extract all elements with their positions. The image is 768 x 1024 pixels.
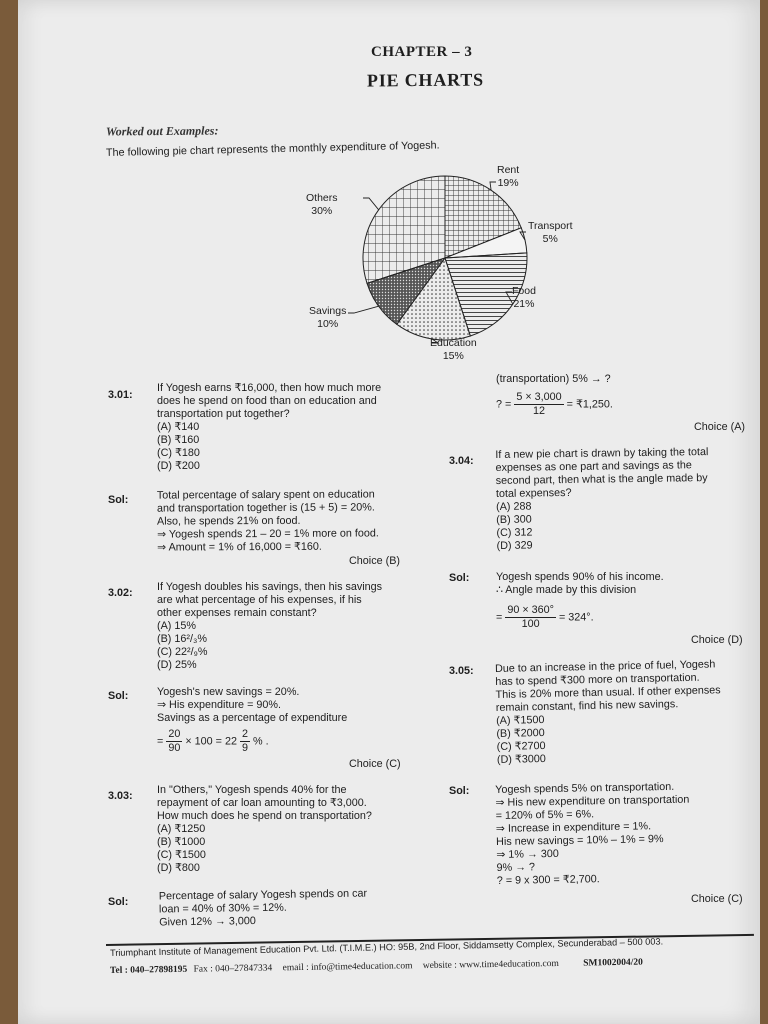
footer-fax: Fax : 040–27847334: [193, 963, 273, 975]
pie-slices: [363, 176, 527, 340]
footer-email: email : info@time4education.com: [282, 961, 413, 974]
equation-304: = $\frac{90 \times 360^\circ}{100}$ = 324°.: [496, 604, 594, 630]
question-304: If a new pie chart is drawn by taking the total expenses as one part and savings as the second part, then what is the angle made by total expenses? (A) 288 (B) 300 (C) 312 (D) 329: [495, 446, 709, 552]
footer-website: website : www.time4education.com: [422, 958, 559, 972]
question-302: If Yogesh doubles his savings, then his savings are what percentage of his expenses, if his other expenses remain constant? (A) 15% (B) 16²/₃% (C) 22²/₉% (D) 25%: [157, 581, 383, 671]
choice-302: Choice (C): [349, 758, 401, 770]
solution-label-302: Sol:: [108, 690, 129, 702]
slice-label-transport: Transport 5%: [528, 220, 573, 245]
solution-label-305: Sol:: [449, 785, 470, 797]
choice-304: Choice (D): [691, 634, 743, 646]
solution-302: Yogesh's new savings = 20%. ⇒ His expenditure = 90%. Savings as a percentage of expenditure: [157, 686, 348, 724]
slice-label-education: Education 15%: [430, 337, 477, 362]
solution-label-301: Sol:: [108, 494, 129, 506]
solution-label-304: Sol:: [449, 572, 470, 584]
question-number-303: 3.03:: [108, 790, 133, 802]
footer-address: Triumphant Institute of Management Education Pvt. Ltd. (T.I.M.E.) HO: 95B, 2nd Floor, Siddamsetty Complex, Secunderabad – 500 003.: [109, 936, 664, 958]
slice-label-food: Food 21%: [512, 285, 536, 310]
solution-label-303: Sol:: [108, 896, 129, 908]
question-number-305: 3.05:: [449, 665, 474, 677]
question-301: If Yogesh earns ₹16,000, then how much more does he spend on food than on education and transportation put together? (A) ₹140 (B) ₹160 (C) ₹180 (D) ₹200: [157, 382, 382, 472]
slice-label-rent: Rent 19%: [497, 164, 520, 189]
question-303: In "Others," Yogesh spends 40% for the repayment of car loan amounting to ₹3,000. How much does he spend on transportation? (A) ₹1250 (B) ₹1000 (C) ₹1500 (D) ₹800: [157, 784, 372, 874]
footer-tel: Tel : 040–27898195: [109, 964, 188, 976]
choice-301: Choice (B): [349, 555, 401, 567]
worked-examples-label: Worked out Examples:: [105, 123, 219, 139]
intro-text: The following pie chart represents the monthly expenditure of Yogesh.: [105, 139, 440, 159]
question-number-304: 3.04:: [449, 455, 474, 467]
document-page: [18, 0, 760, 1024]
leader-line-others: [363, 198, 379, 210]
leader-line-savings: [348, 306, 379, 313]
question-305: Due to an increase in the price of fuel, Yogesh has to spend ₹300 more on transportation. This is 20% more than usual. If other expenses remain constant, find his new savings. (A) ₹1500 (B) ₹2000 (C) ₹2700 (D) ₹3000: [494, 658, 721, 766]
solution-301: Total percentage of salary spent on education and transportation together is (15 + 5) = 20%. Also, he spends 21% on food. ⇒ Yogesh spends 21 – 20 = 1% more on food. ⇒ Amount = 1% of 16,000 = ₹160.: [156, 488, 379, 554]
question-number-301: 3.01:: [108, 389, 133, 401]
footer-code: SM1002004/20: [583, 957, 643, 969]
solution-303: Percentage of salary Yogesh spends on car loan = 40% of 30% = 12%. Given 12% → 3,000: [158, 887, 368, 929]
equation-303: ? = $\frac{5 \times 3,000}{12}$ = ₹1,250.: [496, 391, 613, 417]
solution-304: Yogesh spends 90% of his income. ∴ Angle made by this division: [496, 571, 664, 596]
question-number-302: 3.02:: [108, 587, 133, 599]
page-title: PIE CHARTS: [366, 69, 484, 91]
solution-303-continued: (transportation) 5% → ?: [496, 373, 611, 385]
slice-label-savings: Savings 10%: [309, 305, 347, 330]
choice-305: Choice (C): [691, 893, 743, 905]
solution-305: Yogesh spends 5% on transportation. ⇒ His new expenditure on transportation = 120% of 5% = 6%. ⇒ Increase in expenditure = 1%. His new savings = 10% – 1% = 9% ⇒ 1% → 300 9% → ? ? = 9 x 300 = ₹2,700.: [495, 780, 690, 887]
leader-line-rent: [490, 182, 496, 190]
slice-label-others: Others 30%: [306, 192, 338, 217]
chapter-heading: CHAPTER – 3: [371, 44, 473, 60]
choice-303: Choice (A): [694, 421, 746, 433]
equation-302: = $\frac{20}{90}$ × 100 = 22 $\frac{2}{9}$ % .: [157, 728, 269, 754]
